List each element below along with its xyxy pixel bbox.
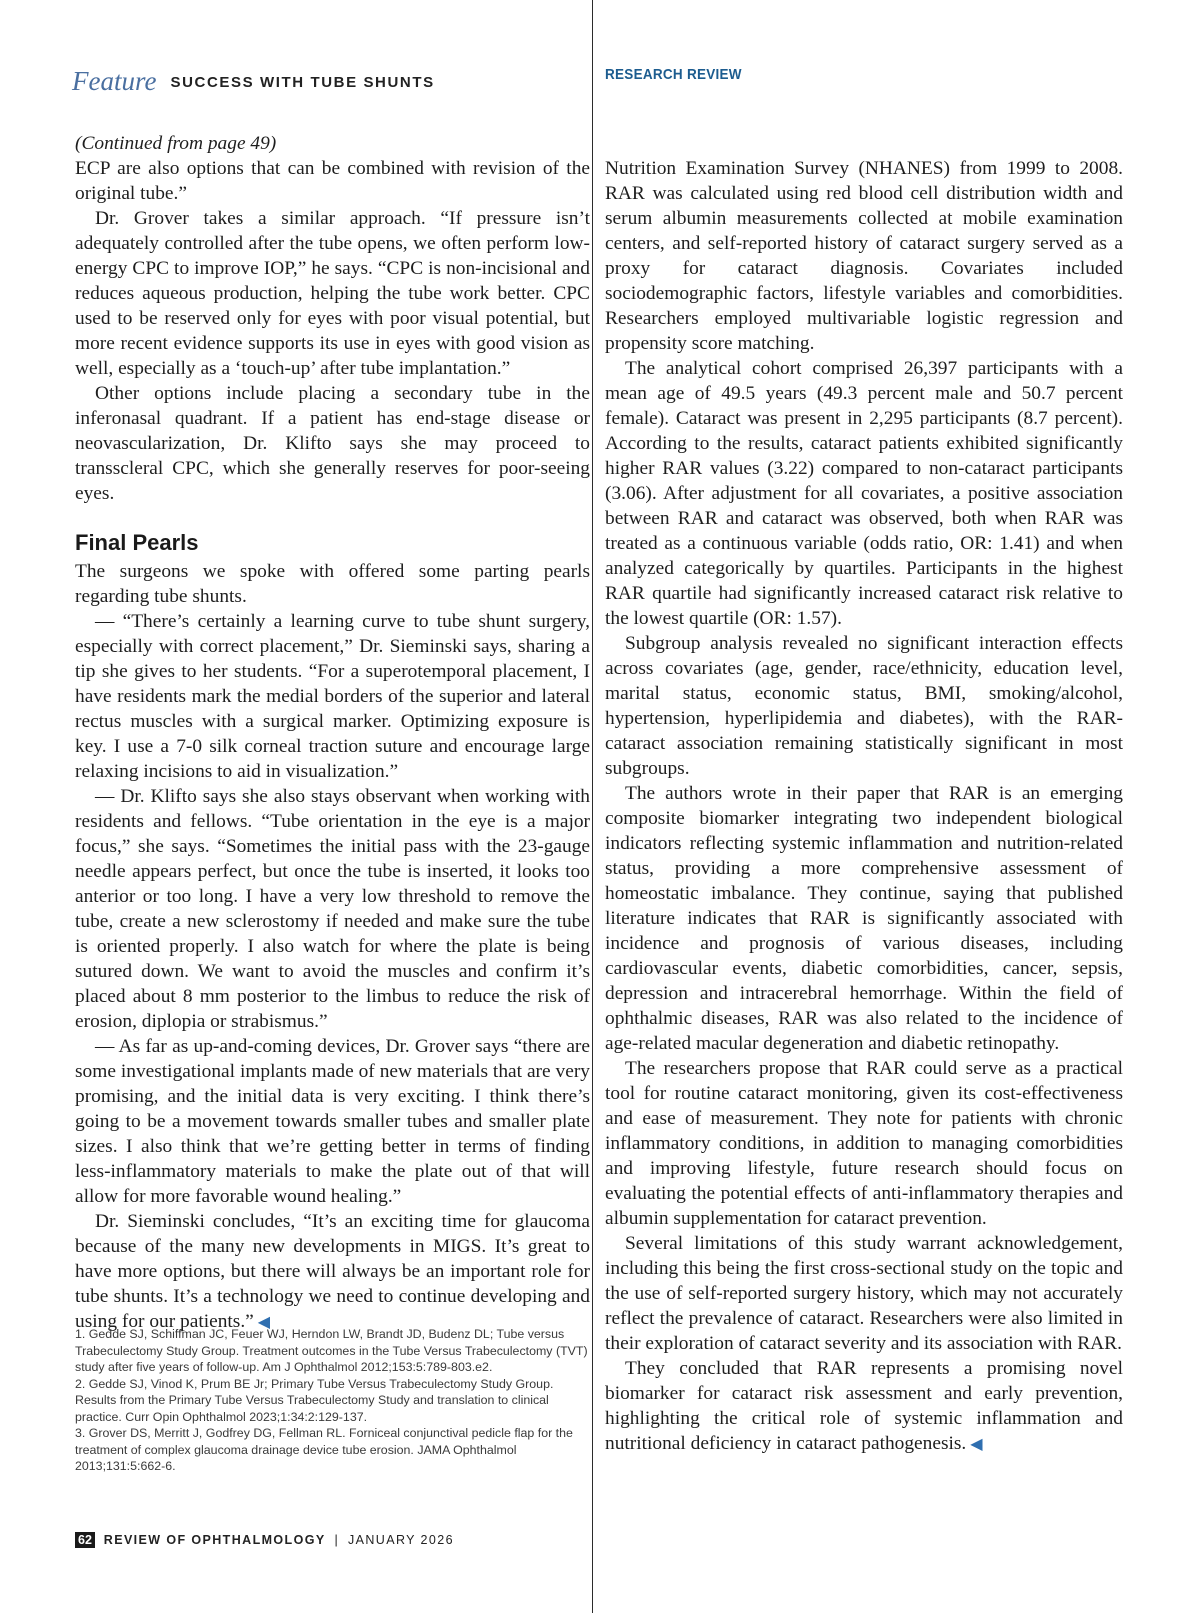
- paragraph-text: They concluded that RAR represents a promising novel biomarker for cataract risk assessment and early prevention, highlighting the critical role of systemic inflammation and nutritional deficiency in cataract pathogenesis.: [605, 1358, 1123, 1454]
- reference-item: 2. Gedde SJ, Vinod K, Prum BE Jr; Primary Tube Versus Trabeculectomy Study Group. Results from the Primary Tube Versus Trabeculectomy Study and translation to clinical practice. Curr Opin Ophthalmol 2023;1:34:2:129-137.: [75, 1376, 554, 1424]
- section-heading: Final Pearls: [75, 530, 199, 555]
- paragraph: Several limitations of this study warrant acknowledgement, including this being the first cross-sectional study on the topic and the use of self-reported surgery history, which may not accurately reflect the prevalence of cataract. Researchers were also limited in their exploration of cataract severity and its association with RAR.: [605, 1233, 1123, 1354]
- paragraph: Nutrition Examination Survey (NHANES) from 1999 to 2008. RAR was calculated using red blood cell distribution width and serum albumin measurements collected at mobile examination centers, and self-reported history of cataract surgery served as a proxy for cataract diagnosis. Covariates included sociodemographic factors, lifestyle variables and comorbidities. Researchers employed multivariable logistic regression and propensity score matching.: [605, 158, 1123, 354]
- paragraph-final: [75, 1209, 590, 1335]
- references: [75, 1326, 590, 1475]
- paragraph-text: Dr. Sieminski concludes, “It’s an exciting time for glaucoma because of the many new developments in MIGS. It’s great to have more options, but there will always be an important role for tube shunts. It’s a technology we need to continue developing and using for our patients.”: [75, 1211, 590, 1332]
- paragraph-final: [605, 1356, 1123, 1457]
- feature-title: SUCCESS WITH TUBE SHUNTS: [170, 74, 435, 91]
- paragraph: Subgroup analysis revealed no significant interaction effects across covariates (age, gender, race/ethnicity, education level, marital status, economic status, BMI, smoking/alcohol, hypertension, hyperlipidemia and diabetes), with the RAR-cataract association remaining statistically significant in most subgroups.: [605, 633, 1123, 779]
- column-divider: [592, 0, 593, 1613]
- page-number: 62: [75, 1532, 95, 1548]
- paragraph: The researchers propose that RAR could serve as a practical tool for routine cataract monitoring, given its cost-effectiveness and ease of measurement. They note for patients with chronic inflammatory conditions, in addition to managing comorbidities and improving lifestyle, future research should focus on evaluating the potential effects of anti-inflammatory therapies and albumin supplementation for cataract prevention.: [605, 1058, 1123, 1229]
- paragraph: — “There’s certainly a learning curve to tube shunt surgery, especially with correct placement,” Dr. Sieminski says, sharing a tip she gives to her students. “For a superotemporal placement, I have residents mark the medial borders of the superior and lateral rectus muscles with a surgical marker. Optimizing exposure is key. I use a 7-0 silk corneal traction suture and encourage large relaxing incisions to aid in visualization.”: [75, 611, 590, 782]
- paragraph: The authors wrote in their paper that RAR is an emerging composite biomarker integrating two independent biological indicators reflecting systemic inflammation and nutrition-related status, providing a more comprehensive assessment of homeostatic imbalance. They continue, saying that published literature indicates that RAR is significantly associated with incidence and prognosis of various diseases, including cardiovascular events, diabetic comorbidities, cancer, sepsis, depression and intracerebral hemorrhage. Within the field of ophthalmic diseases, RAR was also related to the incidence of age-related macular degeneration and diabetic retinopathy.: [605, 783, 1123, 1054]
- paragraph: — As far as up-and-coming devices, Dr. Grover says “there are some investigational implants made of new materials that are very promising, and the initial data is very exciting. I think there’s going to be a movement towards smaller tubes and smaller plate sizes. I also think that we’re getting better in terms of finding less-inflammatory materials to make the plate out of that will allow for more favorable wound healing.”: [75, 1036, 590, 1207]
- end-mark-icon: ◀: [257, 1314, 271, 1331]
- reference-item: 1. Gedde SJ, Schiffman JC, Feuer WJ, Herndon LW, Brandt JD, Budenz DL; Tube versus Trabeculectomy Study Group. Treatment outcomes in the Tube Versus Trabeculectomy (TVT) study after five years of follow-up. Am J Ophthalmol 2012;153:5:789-803.e2.: [75, 1327, 588, 1374]
- reference-item: 3. Grover DS, Merritt J, Godfrey DG, Fellman RL. Forniceal conjunctival pedicle flap for the treatment of complex glaucoma drainage device tube erosion. JAMA Ophthalmol 2013;131:5:662-6.: [75, 1426, 573, 1473]
- footer-separator: |: [334, 1533, 340, 1547]
- section-label: RESEARCH REVIEW: [605, 66, 742, 83]
- page-footer: [75, 1533, 454, 1547]
- paragraph: — Dr. Klifto says she also stays observant when working with residents and fellows. “Tube orientation in the eye is a major focus,” she says. “Sometimes the initial pass with the 23-gauge needle appears perfect, but once the tube is inserted, it looks too anterior or too long. I have a very low threshold to remove the tube, create a new sclerostomy if needed and make sure the tube is oriented properly. I also watch for where the plate is being sutured down. We want to avoid the muscles and confirm it’s placed about 8 mm posterior to the limbus to reduce the risk of erosion, diplopia or strabismus.”: [75, 786, 590, 1032]
- paragraph: The analytical cohort comprised 26,397 participants with a mean age of 49.5 years (49.3 percent male and 50.7 percent female). Cataract was present in 2,295 participants (8.7 percent). According to the results, cataract patients exhibited significantly higher RAR values (3.22) compared to non-cataract participants (3.06). After adjustment for all covariates, a positive association between RAR and cataract was observed, both when RAR was treated as a continuous variable (odds ratio, OR: 1.41) and when analyzed categorically by quartiles. Participants in the highest RAR quartile had significantly increased cataract risk relative to the lowest quartile (OR: 1.57).: [605, 358, 1123, 629]
- paragraph: Other options include placing a secondary tube in the inferonasal quadrant. If a patient has end-stage disease or neovascularization, Dr. Klifto says she may proceed to transscleral CPC, which she generally reserves for poor-seeing eyes.: [75, 383, 590, 504]
- feature-label: Feature: [72, 66, 157, 96]
- paragraph: The surgeons we spoke with offered some parting pearls regarding tube shunts.: [75, 561, 590, 607]
- paragraph: Dr. Grover takes a similar approach. “If pressure isn’t adequately controlled after the tube opens, we often perform low-energy CPC to improve IOP,” he says. “CPC is non-incisional and reduces aqueous production, helping the tube work better. CPC used to be reserved only for eyes with poor visual potential, but more recent evidence supports its use in eyes with good vision as well, especially as a ‘touch-up’ after tube implantation.”: [75, 208, 590, 379]
- continued-note: (Continued from page 49): [75, 133, 277, 154]
- left-column: [75, 131, 590, 1335]
- end-mark-icon: ◀: [970, 1436, 983, 1453]
- magazine-name: REVIEW OF OPHTHALMOLOGY: [103, 1533, 326, 1547]
- issue-date: JANUARY 2026: [347, 1533, 454, 1547]
- paragraph: ECP are also options that can be combined with revision of the original tube.”: [75, 158, 590, 204]
- right-column: [605, 156, 1123, 1457]
- feature-header: [72, 66, 435, 97]
